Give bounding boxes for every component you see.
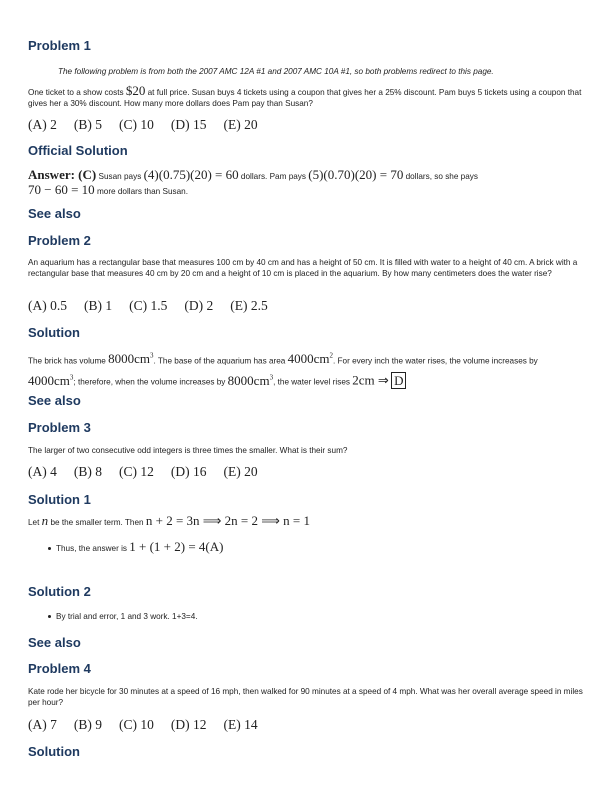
problem-1-note: The following problem is from both the 2007 AMC 12A #1 and 2007 AMC 10A #1, so both problems redirect to this page. [58, 67, 494, 76]
choice: (B) 8 [73, 464, 102, 479]
problem-2-heading: Problem 2 [28, 233, 91, 248]
list-item: Thus, the answer is 1 + (1 + 2) = 4(A) [48, 539, 223, 555]
solution-1-heading: Solution 1 [28, 492, 91, 507]
choice: (B) 9 [73, 717, 102, 732]
problem-3-solution-1: Let n be the smaller term. Then n + 2 = 3n ⟹ 2n = 2 ⟹ n = 1 [28, 513, 310, 528]
problem-1-choices [28, 117, 275, 133]
answer-box: D [391, 372, 406, 389]
solution-heading: Solution [28, 325, 80, 340]
choice: (A) 4 [28, 464, 57, 479]
choice: (A) 0.5 [28, 298, 67, 313]
problem-2-choices [28, 298, 285, 314]
solution-2-heading: Solution 2 [28, 584, 91, 599]
problem-4-choices [28, 717, 275, 733]
see-also-link[interactable]: See also [28, 635, 81, 650]
choice: (A) 2 [28, 117, 57, 132]
solution-heading: Solution [28, 744, 80, 759]
see-also-link[interactable]: See also [28, 393, 81, 408]
choice: (E) 2.5 [230, 298, 268, 313]
choice: (E) 14 [223, 717, 258, 732]
choice: (D) 15 [170, 117, 207, 132]
problem-3-choices [28, 464, 275, 480]
choice: (D) 12 [170, 717, 207, 732]
choice: (B) 1 [84, 298, 113, 313]
choice: (D) 16 [170, 464, 207, 479]
problem-1-solution: Answer: (C) Susan pays (4)(0.75)(20) = 60 dollars. Pam pays (5)(0.70)(20) = 70 dollars, so she pays 70 − 60 = 10 more dollars than Susan. [28, 167, 478, 197]
choice: (C) 10 [119, 117, 154, 132]
problem-2-text: An aquarium has a rectangular base that measures 100 cm by 40 cm and has a height of 50 cm. It is filled with water to a height of 40 cm. A brick with a rectangular base that measures 40 cm by 20 cm and a height of 10 cm is placed in the aquarium. By how many centimeters does the water rise? [28, 258, 578, 278]
choice: (C) 12 [119, 464, 154, 479]
choice: (E) 20 [223, 464, 258, 479]
choice: (C) 1.5 [129, 298, 168, 313]
choice: (B) 5 [73, 117, 102, 132]
choice: (A) 7 [28, 717, 57, 732]
official-solution-heading: Official Solution [28, 143, 128, 158]
problem-1-heading: Problem 1 [28, 38, 91, 53]
list-item: By trial and error, 1 and 3 work. 1+3=4. [48, 612, 198, 621]
problem-1-text: One ticket to a show costs $20 at full price. Susan buys 4 tickets using a coupon that gives her a 25% discount. Pam buys 5 tickets using a coupon that gives her a 30% discount. How many more dollars does Pam pay than Susan? [28, 83, 582, 108]
see-also-link[interactable]: See also [28, 206, 81, 221]
problem-4-heading: Problem 4 [28, 661, 91, 676]
problem-2-solution: The brick has volume $8000cm^3$. The base of the aquarium has area $4000cm^2$. For every inch the water rises, the volume increases by $4000cm^3$; therefore, when the volume increases by $8000cm^3$, the water level rises 2cm ⇒ D [28, 351, 538, 388]
choice: (D) 2 [184, 298, 214, 313]
problem-3-heading: Problem 3 [28, 420, 91, 435]
choice: (E) 20 [223, 117, 258, 132]
problem-4-text: Kate rode her bicycle for 30 minutes at a speed of 16 mph, then walked for 90 minutes at a speed of 4 mph. What was her overall average speed in miles per hour? [28, 687, 583, 707]
problem-3-text: The larger of two consecutive odd integers is three times the smaller. What is their sum? [28, 446, 348, 455]
choice: (C) 10 [119, 717, 154, 732]
